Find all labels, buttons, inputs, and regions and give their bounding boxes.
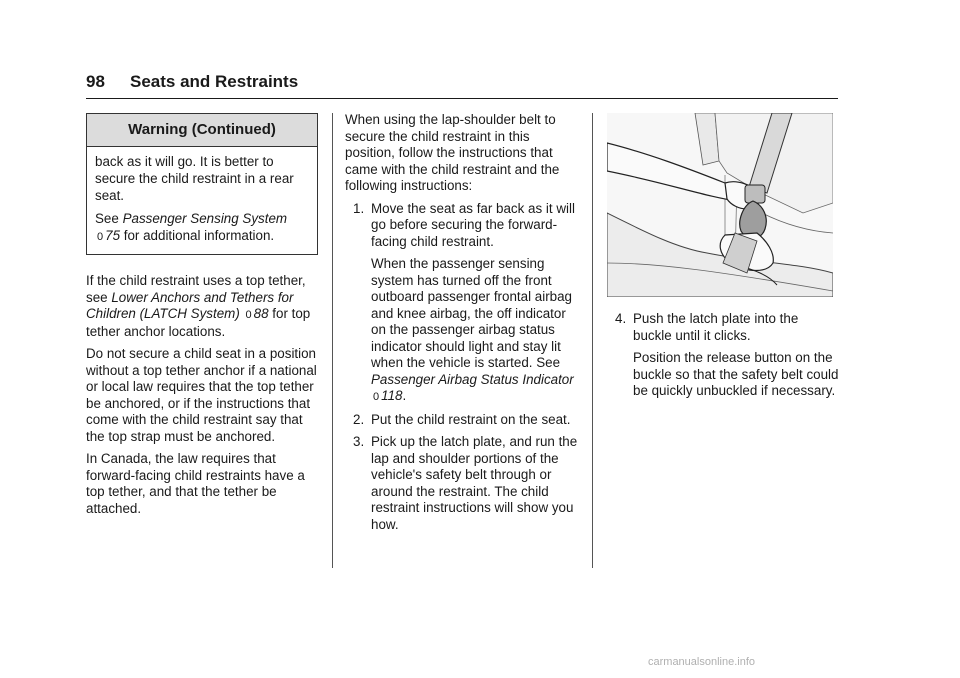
page-ref[interactable]: 88 (253, 306, 269, 321)
step-text: Put the child restraint on the seat. (371, 411, 571, 427)
step-number: 4. (615, 311, 627, 326)
list-item (345, 412, 580, 429)
page-ref-arrow-icon: 0 (373, 391, 380, 403)
step-text: Push the latch plate into the buckle until it clicks. (633, 311, 799, 343)
body-text-left (86, 273, 318, 517)
warning-title: Warning (Continued) (87, 114, 317, 147)
step-number: 1. (353, 200, 365, 216)
page-ref[interactable]: 75 (105, 228, 121, 243)
step-number: 2. (353, 411, 365, 427)
column-left (86, 113, 318, 523)
paragraph-canada: In Canada, the law requires that forward-facing child restraints have a top tether, and that the tether be attached. (86, 451, 305, 516)
list-item (345, 201, 580, 406)
column-divider-left (332, 113, 333, 568)
paragraph-law: Do not secure a child seat in a position without a top tether anchor if a national or local law requires that the top tether be anchored, or if the instructions that come with the child restraint say that the top strap must be anchored. (86, 346, 317, 444)
page-ref-arrow-icon: 0 (97, 231, 104, 243)
page-ref-arrow-icon: 0 (245, 309, 252, 321)
paragraph-top-tether: If the child restraint uses a top tether, see Lower Anchors and Tethers for Children (LATCH System) 0 88 for top tether anchor locations. (86, 273, 311, 339)
watermark-text: carmanualsonline.info (648, 656, 756, 668)
latch-link[interactable]: Lower Anchors and Tethers for Children (LATCH System) (86, 289, 294, 321)
airbag-status-link[interactable]: Passenger Airbag Status Indicator (371, 371, 574, 387)
step-number: 3. (353, 434, 365, 449)
column-divider-right (592, 113, 593, 568)
warning-body (87, 147, 317, 254)
list-item (607, 311, 839, 400)
passenger-sensing-link[interactable]: Passenger Sensing System (122, 211, 288, 226)
latch-plate-illustration (607, 113, 833, 297)
step-subtext: Position the release button on the buckle so that the safety belt could be quickly unbuckled if necessary. (633, 350, 839, 398)
column-middle (345, 112, 580, 539)
warning-text: back as it will go. It is better to secure the child restraint in a rear seat. (95, 154, 294, 203)
step-subtext: When the passenger sensing system has turned off the front outboard passenger frontal airbag and knee airbag, the off indicator on the passenger airbag status indicator should light and stay lit when the vehicle is started. See Passenger Airbag Status Indicator 0 118. (371, 256, 574, 403)
page-header (86, 72, 838, 99)
instructions-intro: When using the lap-shoulder belt to secure the child restraint in this position, follow the instructions that came with the child restraint and the following instructions: (345, 112, 560, 193)
page-ref[interactable]: 118 (381, 388, 403, 403)
step-text: Pick up the latch plate, and run the lap and shoulder portions of the vehicle's safety belt through or around the restraint. The child restraint instructions will show you how. (371, 434, 578, 532)
list-item (345, 434, 580, 533)
page-number: 98 (86, 72, 105, 91)
column-right (607, 113, 839, 406)
section-title: Seats and Restraints (130, 72, 299, 91)
warning-see-text: See Passenger Sensing System 0 75 for additional information. (95, 211, 288, 243)
warning-box (86, 113, 318, 255)
step-text: Move the seat as far back as it will go before securing the forward-facing child restraint. (371, 200, 575, 249)
